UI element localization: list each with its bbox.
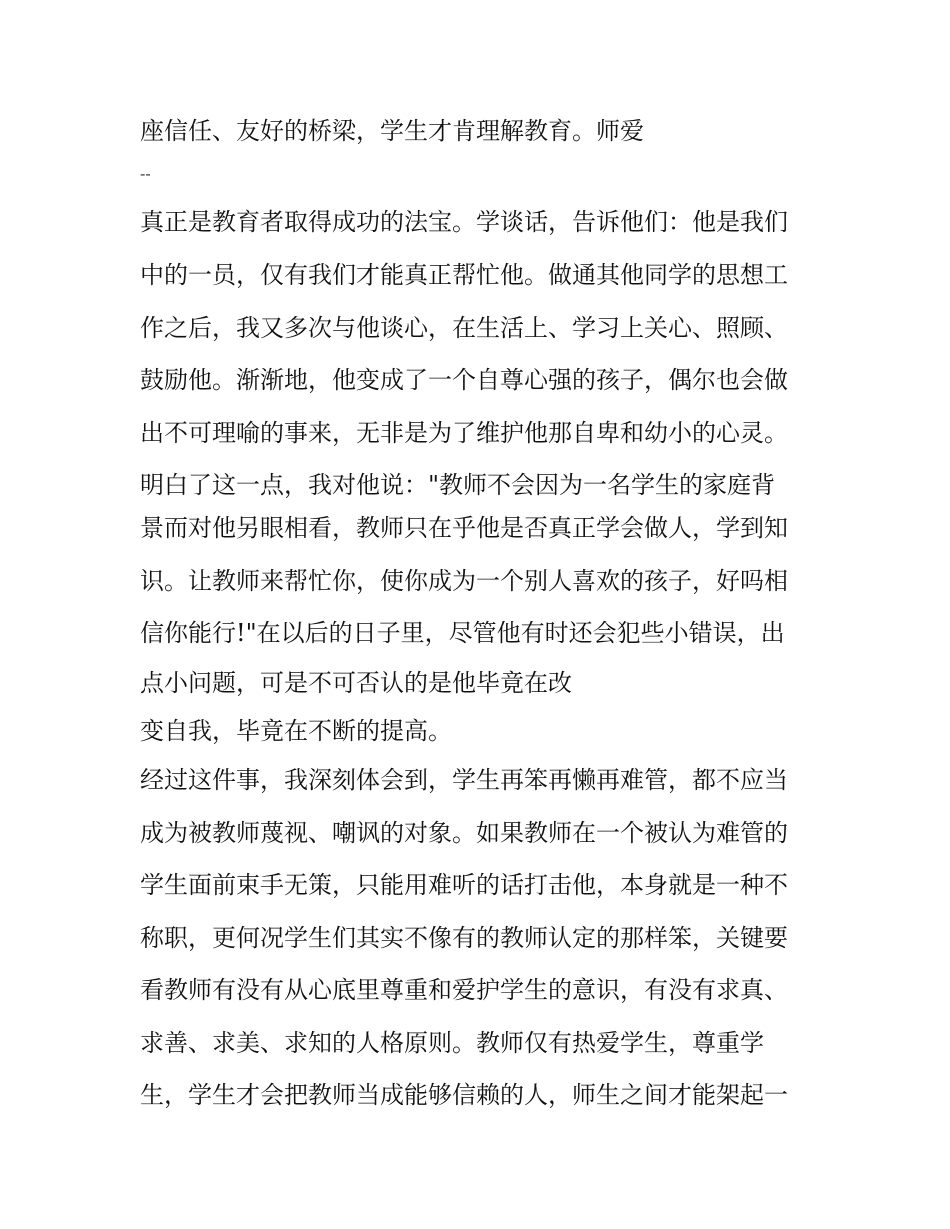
text-line-16: 称职，更何况学生们其实不像有的教师认定的那样笨，关键要 (140, 924, 788, 952)
text-line-17: 看教师有没有从心底里尊重和爱护学生的意识，有没有求真、 (140, 976, 788, 1004)
text-line-13: 经过这件事，我深刻体会到，学生再笨再懒再难管，都不应当 (140, 766, 788, 794)
text-line-19: 生，学生才会把教师当成能够信赖的人，师生之间才能架起一 (140, 1081, 788, 1109)
text-line-8: 景而对他另眼相看，教师只在乎他是否真正学会做人，学到知 (140, 514, 788, 542)
text-line-4: 作之后，我又多次与他谈心，在生活上、学习上关心、照顾、 (140, 314, 788, 342)
text-line-1: 座信任、友好的桥梁，学生才肯理解教育。师爱 (140, 117, 644, 145)
text-line-14: 成为被教师蔑视、嘲讽的对象。如果教师在一个被认为难管的 (140, 819, 788, 847)
text-line-10: 信你能行!"在以后的日子里，尽管他有时还会犯些小错误，出 (140, 619, 785, 647)
text-line-18: 求善、求美、求知的人格原则。教师仅有热爱学生，尊重学 (140, 1029, 764, 1057)
text-line-3: 中的一员，仅有我们才能真正帮忙他。做通其他同学的思想工 (140, 261, 788, 289)
text-line-5: 鼓励他。渐渐地，他变成了一个自尊心强的孩子，偶尔也会做 (140, 366, 788, 394)
text-line-12: 变自我，毕竟在不断的提高。 (140, 717, 452, 745)
text-line-2: 真正是教育者取得成功的法宝。学谈话，告诉他们：他是我们 (140, 208, 788, 236)
separator-dashes: -- (140, 164, 151, 183)
text-line-9: 识。让教师来帮忙你，使你成为一个别人喜欢的孩子，好吗相 (140, 567, 788, 595)
text-line-6: 出不可理喻的事来，无非是为了维护他那自卑和幼小的心灵。 (140, 419, 788, 447)
text-line-15: 学生面前束手无策，只能用难听的话打击他，本身就是一种不 (140, 871, 788, 899)
text-line-7: 明白了这一点，我对他说："教师不会因为一名学生的家庭背 (140, 471, 776, 499)
text-line-11: 点小问题，可是不可否认的是他毕竟在改 (140, 669, 572, 697)
